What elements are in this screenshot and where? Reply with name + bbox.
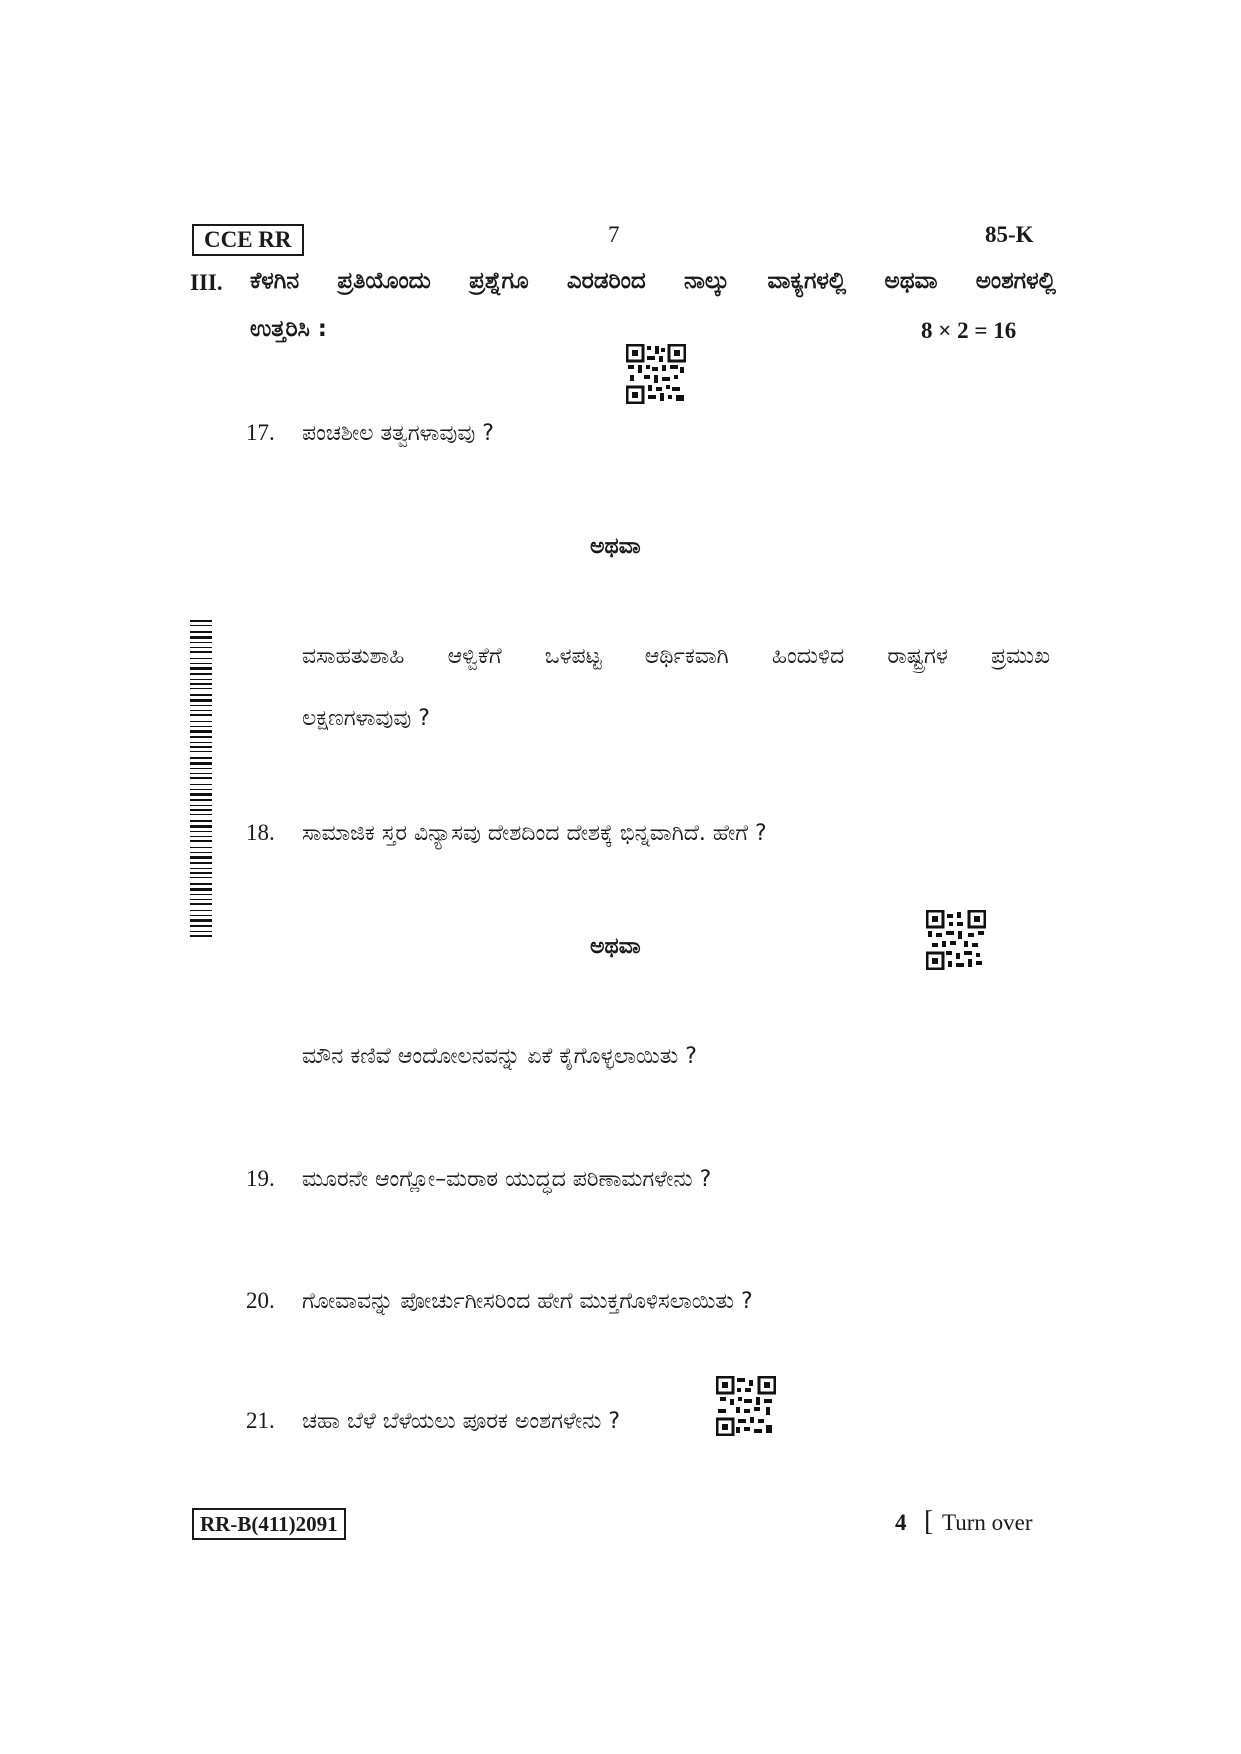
or-label-2: ಅಥವಾ: [590, 934, 641, 959]
question-17-alternative-line2: ಲಕ್ಷಣಗಳಾವುವು ?: [302, 706, 430, 731]
section-number: III.: [190, 270, 223, 295]
qr-code-top: [626, 344, 686, 404]
question-text: ಮೂರನೇ ಆಂಗ್ಲೋ–ಮರಾಠ ಯುದ್ಧದ ಪರಿಣಾಮಗಳೇನು ?: [302, 1167, 712, 1192]
paper-code: 85-K: [985, 222, 1034, 247]
qr-code-icon: [626, 344, 686, 404]
question-19: [246, 1166, 711, 1192]
barcode: [190, 620, 212, 944]
question-20: [246, 1288, 753, 1314]
question-number: 17.: [246, 420, 275, 445]
question-number: 20.: [246, 1288, 275, 1313]
section-instruction-line1: ಕೆಳಗಿನ ಪ್ರತಿಯೊಂದು ಪ್ರಶ್ನೆಗೂ ಎರಡರಿಂದ ನಾಲ್ಕು ವಾಕ್ಯಗಳಲ್ಲಿ ಅಥವಾ ಅಂಶಗಳಲ್ಲಿ: [250, 268, 1056, 294]
exam-code-box: CCE RR: [192, 224, 304, 256]
turn-over-bracket: [: [924, 1506, 934, 1537]
question-21: [246, 1408, 620, 1434]
question-number: 19.: [246, 1166, 275, 1191]
section-instruction-line2: ಉತ್ತರಿಸಿ :: [250, 316, 328, 342]
question-text: ಚಹಾ ಬೆಳೆ ಬೆಳೆಯಲು ಪೂರಕ ಅಂಶಗಳೇನು ?: [302, 1409, 621, 1434]
barcode-icon: [190, 620, 212, 940]
turn-over-label: Turn over: [942, 1510, 1033, 1535]
question-number: 18.: [246, 820, 275, 845]
qr-code-icon: [716, 1376, 776, 1436]
qr-code-bottom: [716, 1376, 776, 1436]
question-18: [246, 820, 767, 846]
question-text: ಸಾಮಾಜಿಕ ಸ್ತರ ವಿನ್ಯಾಸವು ದೇಶದಿಂದ ದೇಶಕ್ಕೆ ಭಿನ್ನವಾಗಿದೆ. ಹೇಗೆ ?: [302, 821, 767, 846]
footer-code-box: RR-B(411)2091: [192, 1508, 346, 1540]
question-17: [246, 420, 494, 446]
question-text: ಗೋವಾವನ್ನು ಪೋರ್ಚುಗೀಸರಿಂದ ಹೇಗೆ ಮುಕ್ತಗೊಳಿಸಲಾಯಿತು ?: [302, 1289, 753, 1314]
page-number: 7: [608, 222, 620, 247]
qr-code-middle: [926, 910, 986, 970]
question-number: 21.: [246, 1408, 275, 1433]
question-text: ಪಂಚಶೀಲ ತತ್ವಗಳಾವುವು ?: [302, 421, 494, 446]
question-17-alternative-line1: ವಸಾಹತುಶಾಹಿ ಆಳ್ವಿಕೆಗೆ ಒಳಪಟ್ಟ ಆರ್ಥಿಕವಾಗಿ ಹಿಂದುಳಿದ ರಾಷ್ಟ್ರಗಳ ಪ್ರಮುಖ: [302, 644, 1050, 669]
sheet-number: 4: [895, 1510, 907, 1535]
section-marks: 8 × 2 = 16: [921, 318, 1017, 343]
or-label-1: ಅಥವಾ: [590, 534, 641, 559]
qr-code-icon: [926, 910, 986, 970]
question-18-alternative: ಮೌನ ಕಣಿವೆ ಆಂದೋಲನವನ್ನು ಏಕೆ ಕೈಗೊಳ್ಳಲಾಯಿತು ?: [302, 1044, 697, 1069]
